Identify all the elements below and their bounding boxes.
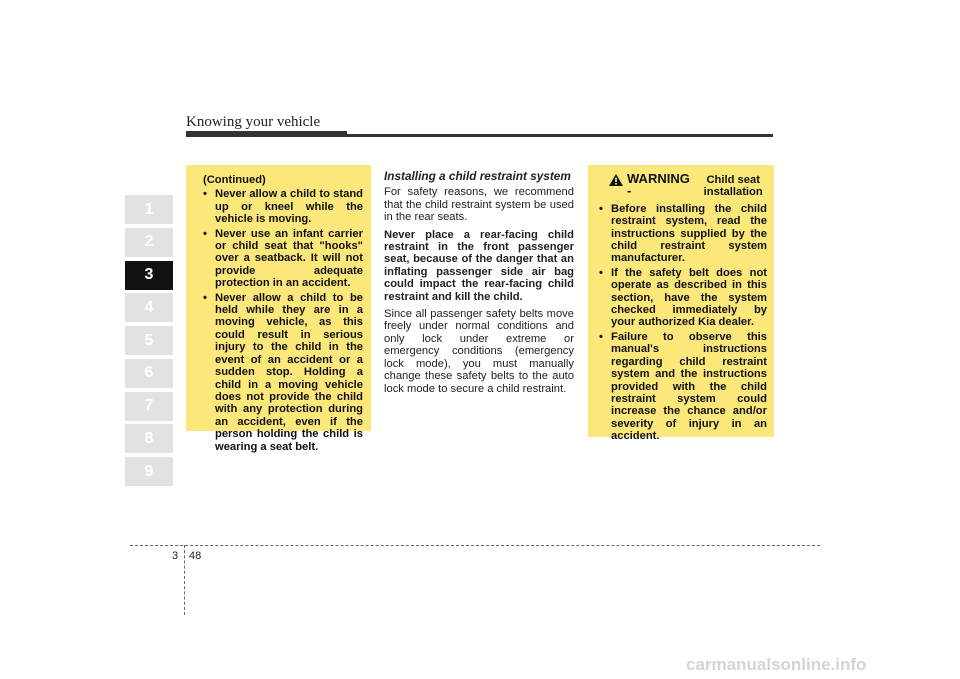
chapter-tab-8[interactable]: 8 (125, 424, 173, 453)
footer-page-number: 48 (189, 550, 202, 562)
warning-title-row (609, 173, 767, 199)
paragraph-recommendation: For safety reasons, we recommend that the child restraint system be used in the rear seats. (384, 186, 574, 224)
warning-topic: Child seat installation (703, 174, 763, 199)
chapter-tabs (125, 195, 173, 490)
warning-triangle-icon (609, 174, 623, 186)
caution-bullet-list (203, 188, 363, 453)
watermark-text: carmanualsonline.info (686, 655, 867, 674)
paragraph-lock-mode: Since all passenger safety belts move freely under normal conditions and only lock under extreme or emergency conditions (emergency lock mode), you must manually change these safety belts to the auto lock mode to secure a child restraint. (384, 308, 574, 395)
continued-heading: (Continued) (203, 174, 266, 186)
warning-bullet: • Failure to observe this manual's instructions regarding child restraint system and the instructions provided with the child restraint system could increase the chance and/or severity of injury in an accident. (599, 331, 767, 443)
caution-bullet: • Never use an infant carrier or child seat that "hooks" over a seatback. It will not provide adequate protection in an accident. (203, 228, 363, 290)
chapter-tab-3[interactable]: 3 (125, 261, 173, 290)
page-header-title: Knowing your vehicle (186, 114, 321, 130)
paragraph-rear-facing-warning: Never place a rear-facing child restraint in the front passenger seat, because of the danger that an inflating passenger side air bag could impact the rear-facing child restraint and kill the child. (384, 228, 574, 303)
warning-bullet-list (599, 203, 767, 443)
warning-bullet: • If the safety belt does not operate as described in this section, have the system checked immediately by your authorized Kia dealer. (599, 267, 767, 329)
warning-box (588, 165, 774, 443)
section-title: Installing a child restraint system (384, 169, 571, 183)
caution-bullet: • Never allow a child to be held while they are in a moving vehicle, as this could result in serious injury to the child in the event of an accident or a sudden stop. Holding a child in a moving vehicle does not provide the child with any protection during an accident, even if the person holding the child is wearing a seat belt. (203, 292, 363, 453)
chapter-tab-5[interactable]: 5 (125, 326, 173, 355)
header-rule-accent (186, 131, 347, 137)
chapter-tab-6[interactable]: 6 (125, 359, 173, 388)
footer-rule (130, 545, 820, 546)
chapter-tab-1[interactable]: 1 (125, 195, 173, 224)
warning-label: WARNING - (627, 171, 690, 199)
caution-bullet: • Never allow a child to stand up or kneel while the vehicle is moving. (203, 188, 363, 225)
chapter-tab-2[interactable]: 2 (125, 228, 173, 257)
chapter-tab-4[interactable]: 4 (125, 293, 173, 322)
footer-chapter-number: 3 (172, 550, 179, 562)
caution-continued-box (186, 165, 371, 453)
chapter-tab-7[interactable]: 7 (125, 392, 173, 421)
warning-bullet: • Before installing the child restraint system, read the instructions supplied by the child restraint system manufacturer. (599, 203, 767, 265)
chapter-tab-9[interactable]: 9 (125, 457, 173, 486)
footer-divider (184, 545, 185, 615)
main-text-column (384, 170, 574, 400)
